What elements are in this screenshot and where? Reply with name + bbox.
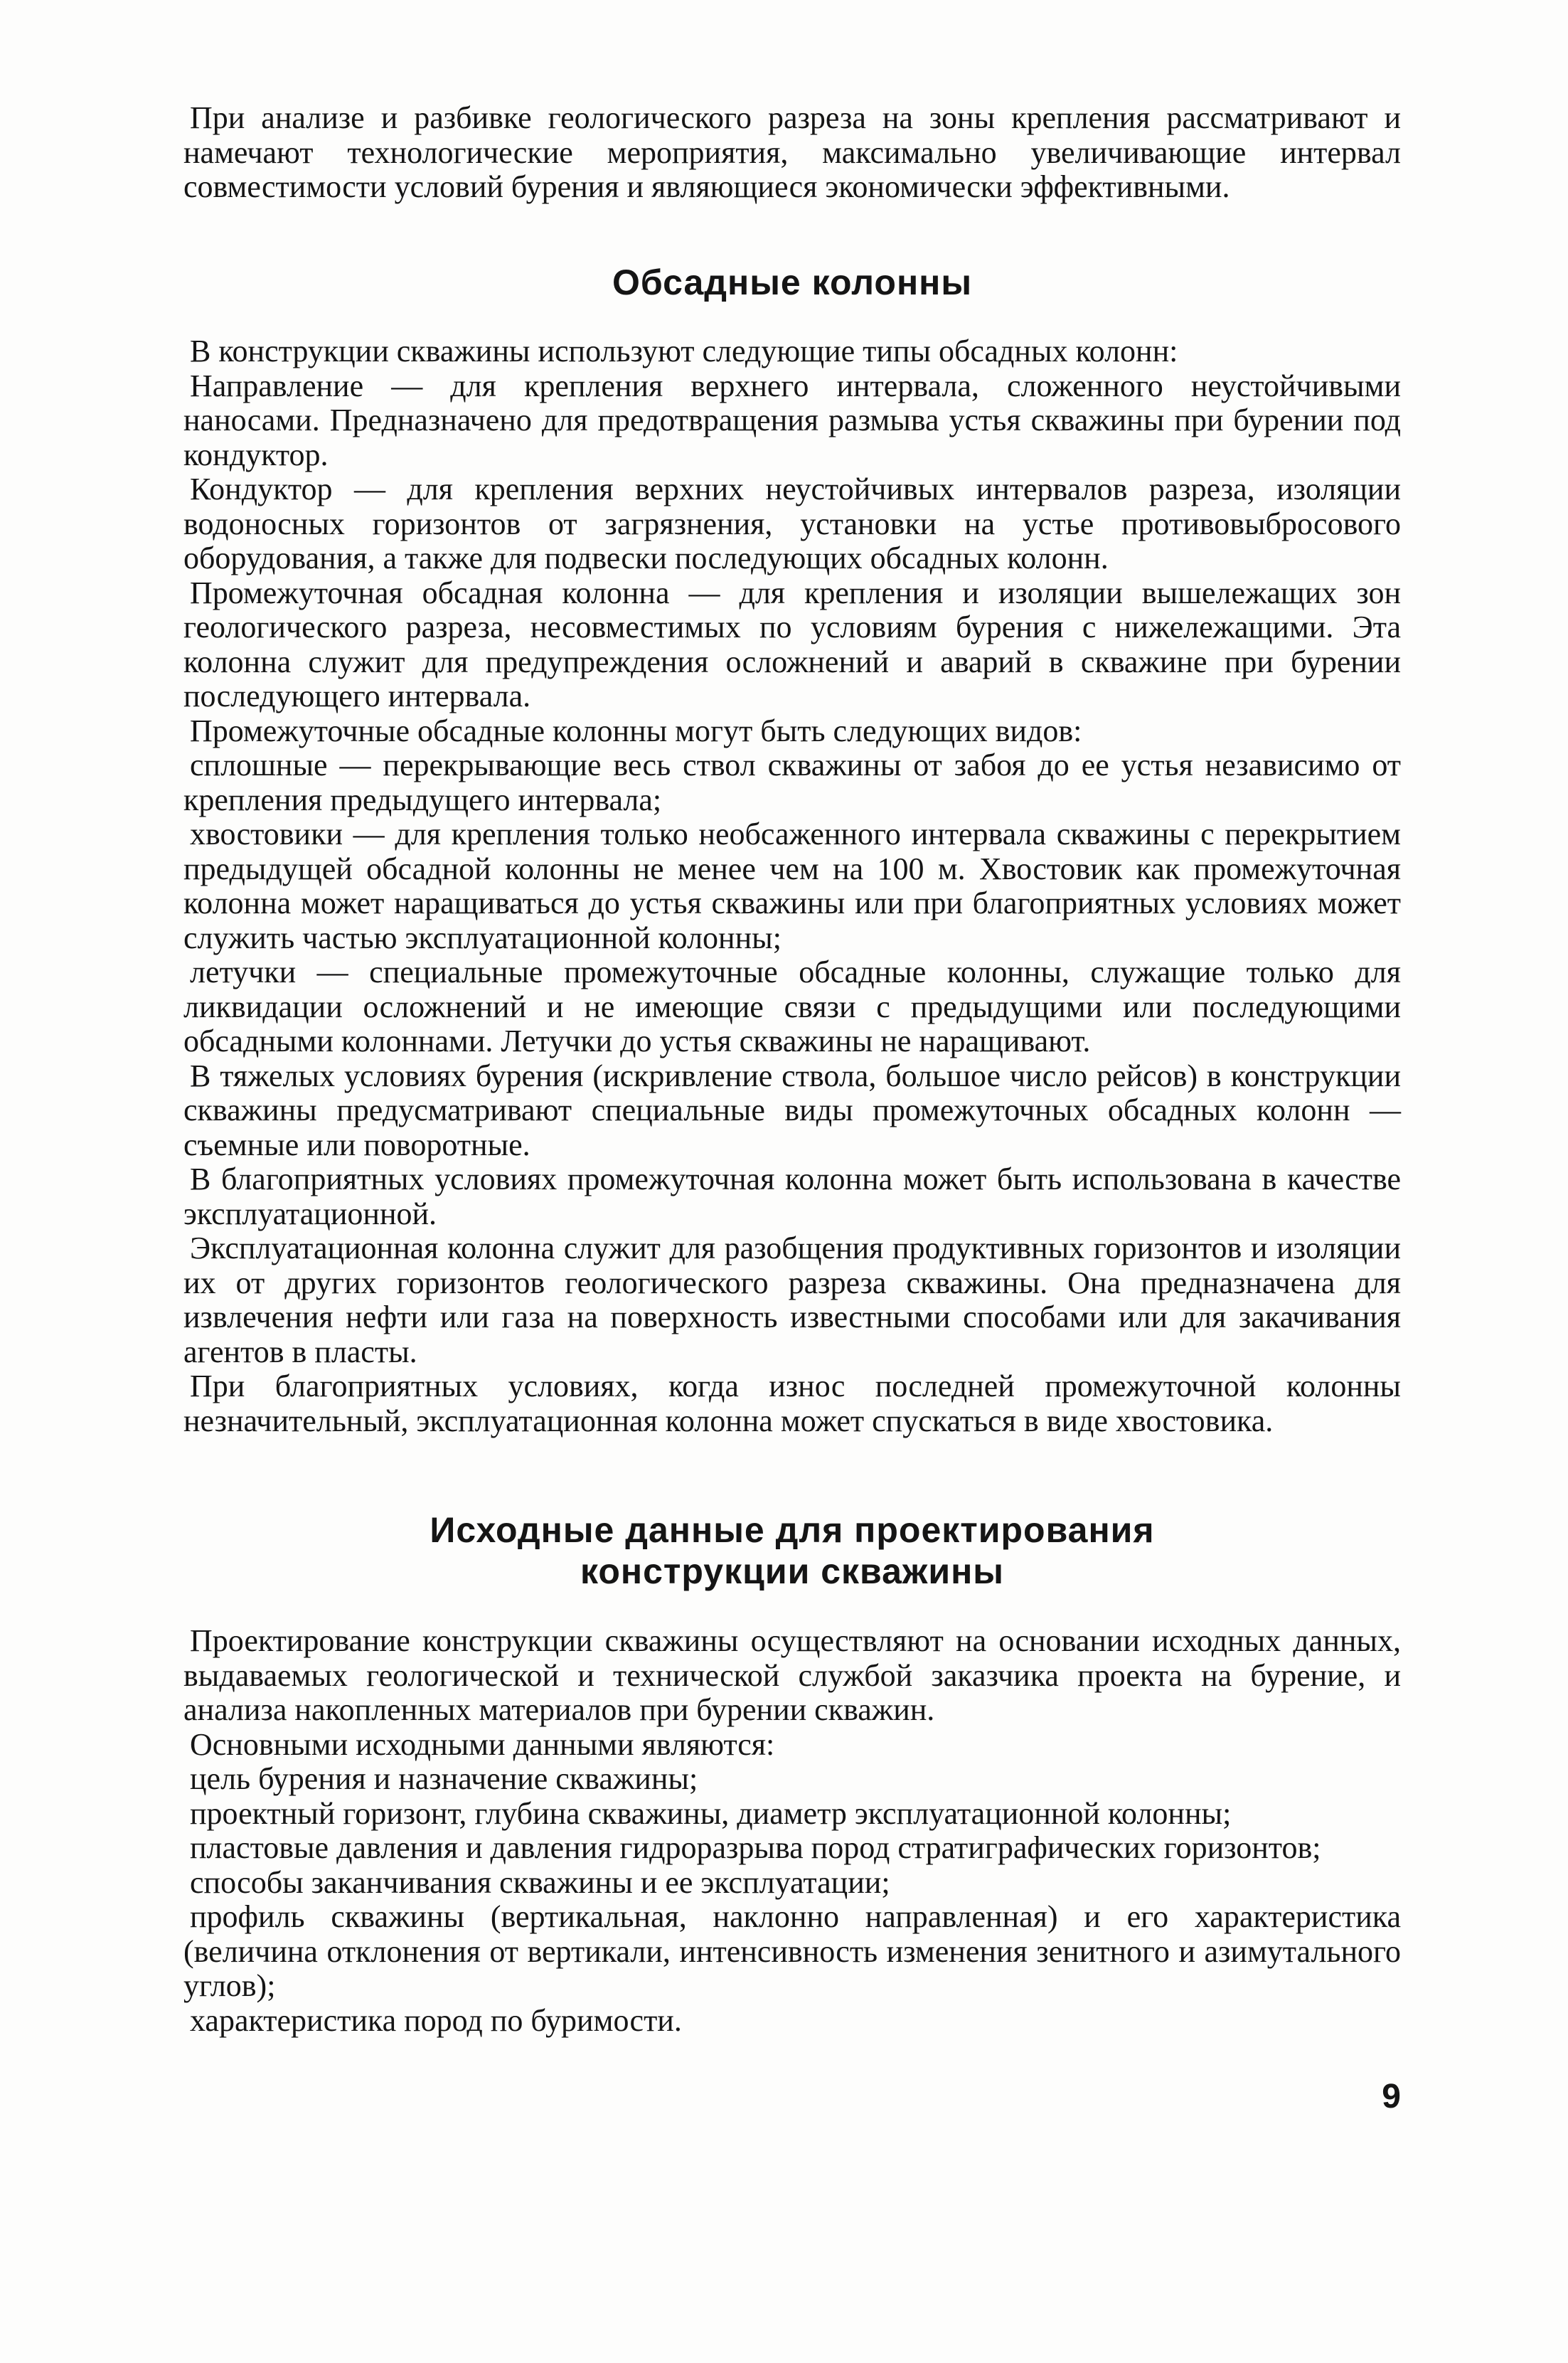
- page-number: 9: [1382, 2078, 1401, 2115]
- paragraph: Направление — для крепления верхнего интервала, сложенного неустойчивыми наносами. Предназначено для предотвращения размыва устья скважины при бурении под кондуктор.: [183, 368, 1401, 472]
- design-section-body: [183, 1624, 1401, 2038]
- paragraph: Промежуточная обсадная колонна — для крепления и изоляции вышележащих зон геологического разреза, несовместимых по условиям бурения с нижележащими. Эта колонна служит для предупреждения осложнений и аварий в скважине при бурении последующего интервала.: [183, 575, 1401, 713]
- list-item: проектный горизонт, глубина скважины, диаметр эксплуатационной колонны;: [190, 1795, 1232, 1831]
- intro-section: [183, 101, 1401, 205]
- paragraph: Кондуктор — для крепления верхних неустойчивых интервалов разреза, изоляции водоносных горизонтов от загрязнения, установки на устье противовыбросового оборудования, а также для подвески последующих обсадных колонн.: [183, 472, 1401, 575]
- intro-paragraph: При анализе и разбивке геологического разреза на зоны крепления рассматривают и намечают технологические мероприятия, максимально увеличивающие интервал совместимости условий бурения и являющиеся экономически эффективными.: [183, 100, 1401, 204]
- list-item: сплошные — перекрывающие весь ствол скважины от забоя до ее устья независимо от крепления предыдущего интервала;: [183, 748, 1401, 817]
- paragraph: В благоприятных условиях промежуточная колонна может быть использована в качестве эксплуатационной.: [183, 1162, 1401, 1231]
- section-title-line: Исходные данные для проектирования: [430, 1510, 1155, 1550]
- paragraph: Проектирование конструкции скважины осуществляют на основании исходных данных, выдаваемых геологической и технической службой заказчика проекта на бурение, и анализа накопленных материалов при бурении скважин.: [183, 1623, 1401, 1727]
- list-item: пластовые давления и давления гидроразрыва пород стратиграфических горизонтов;: [190, 1830, 1321, 1865]
- section-title-casing: Обсадные колонны: [612, 262, 973, 302]
- paragraph: Основными исходными данными являются:: [190, 1726, 775, 1762]
- section-title-line: конструкции скважины: [580, 1551, 1005, 1591]
- list-item: хвостовики — для крепления только необсаженного интервала скважины с перекрытием предыдущей обсадной колонны не менее чем на 100 м. Хвостовик как промежуточная колонна может наращиваться до устья скважины или при благоприятных условиях может служить частью эксплуатационной колонны;: [183, 817, 1401, 955]
- list-item: летучки — специальные промежуточные обсадные колонны, служащие только для ликвидации осложнений и не имеющие связи с предыдущими или последующими обсадными колоннами. Летучки до устья скважины не наращивают.: [183, 955, 1401, 1058]
- casing-section-body: [183, 334, 1401, 1438]
- paragraph: При благоприятных условиях, когда износ последней промежуточной колонны незначительный, эксплуатационная колонна может спускаться в виде хвостовика.: [183, 1369, 1401, 1438]
- list-item: цель бурения и назначение скважины;: [190, 1761, 698, 1796]
- paragraph: В тяжелых условиях бурения (искривление ствола, большое число рейсов) в конструкции скважины предусматривают специальные виды промежуточных обсадных колонн — съемные или поворотные.: [183, 1058, 1401, 1162]
- list-item: способы заканчивания скважины и ее эксплуатации;: [190, 1864, 890, 1900]
- section-title-design: [183, 1509, 1401, 1592]
- paragraph: В конструкции скважины используют следующие типы обсадных колонн:: [190, 334, 1178, 368]
- paragraph: Промежуточные обсадные колонны могут быть следующих видов:: [190, 713, 1082, 748]
- list-item: профиль скважины (вертикальная, наклонно направленная) и его характеристика (величина отклонения от вертикали, интенсивность изменения зенитного и азимутального углов);: [183, 1899, 1401, 2003]
- paragraph: Эксплуатационная колонна служит для разобщения продуктивных горизонтов и изоляции их от других горизонтов геологического разреза скважины. Она предназначена для извлечения нефти или газа на поверхность известными способами или для закачивания агентов в пласты.: [183, 1231, 1401, 1369]
- list-item: характеристика пород по буримости.: [190, 2002, 682, 2038]
